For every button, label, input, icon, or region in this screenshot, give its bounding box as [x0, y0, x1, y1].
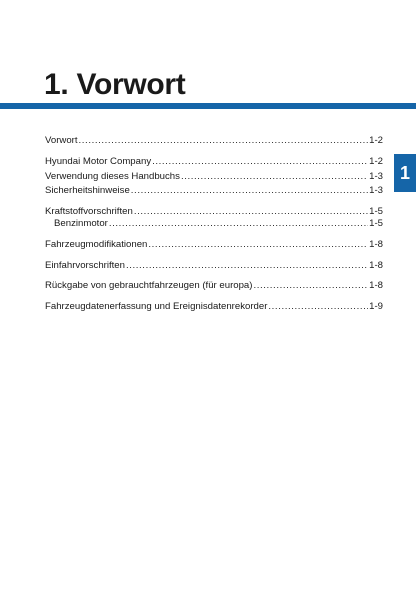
- toc-label: Hyundai Motor Company: [45, 155, 152, 167]
- toc-label: Sicherheitshinweise: [45, 185, 130, 197]
- toc-leader-dots: [268, 300, 368, 315]
- chapter-title: 1. Vorwort: [44, 68, 186, 101]
- table-of-contents: [45, 134, 383, 315]
- toc-page-number: 1-2: [369, 135, 383, 146]
- toc-row[interactable]: [45, 300, 383, 315]
- toc-leader-dots: [181, 170, 368, 185]
- toc-leader-dots: [152, 155, 368, 170]
- toc-row[interactable]: [45, 184, 383, 199]
- toc-label: Kraftstoffvorschriften: [45, 206, 133, 218]
- toc-leader-dots: [126, 259, 368, 274]
- toc-label: Rückgabe von gebrauchtfahrzeugen (für europa): [45, 280, 253, 292]
- toc-row[interactable]: [45, 238, 383, 253]
- toc-label: Vorwort: [45, 135, 78, 146]
- toc-page-number: 1-8: [369, 238, 383, 250]
- toc-label: Fahrzeugmodifikationen: [45, 238, 148, 250]
- toc-page-number: 1-2: [369, 155, 383, 167]
- toc-row[interactable]: [45, 134, 383, 149]
- toc-leader-dots: [131, 184, 368, 199]
- toc-page-number: 1-3: [369, 170, 383, 182]
- toc-page-number: 1-9: [369, 301, 383, 313]
- toc-label: Fahrzeugdatenerfassung und Ereignisdatenrekorder: [45, 301, 268, 313]
- toc-row[interactable]: [45, 259, 383, 274]
- toc-subrow[interactable]: [45, 217, 383, 232]
- chapter-tab: 1: [394, 154, 416, 192]
- toc-page-number: 1-3: [369, 185, 383, 197]
- toc-leader-dots: [79, 134, 369, 149]
- toc-row[interactable]: [45, 155, 383, 170]
- toc-leader-dots: [109, 217, 368, 232]
- toc-row[interactable]: [45, 170, 383, 185]
- toc-leader-dots: [253, 279, 368, 294]
- toc-row[interactable]: [45, 279, 383, 294]
- toc-leader-dots: [148, 238, 368, 253]
- toc-page-number: 1-5: [369, 206, 383, 218]
- toc-label: Benzinmotor: [54, 217, 108, 229]
- toc-page-number: 1-8: [369, 259, 383, 271]
- toc-label: Einfahrvorschriften: [45, 259, 125, 271]
- toc-label: Verwendung dieses Handbuchs: [45, 170, 180, 182]
- title-rule: [0, 103, 416, 109]
- toc-page-number: 1-8: [369, 280, 383, 292]
- toc-page-number: 1-5: [369, 217, 383, 229]
